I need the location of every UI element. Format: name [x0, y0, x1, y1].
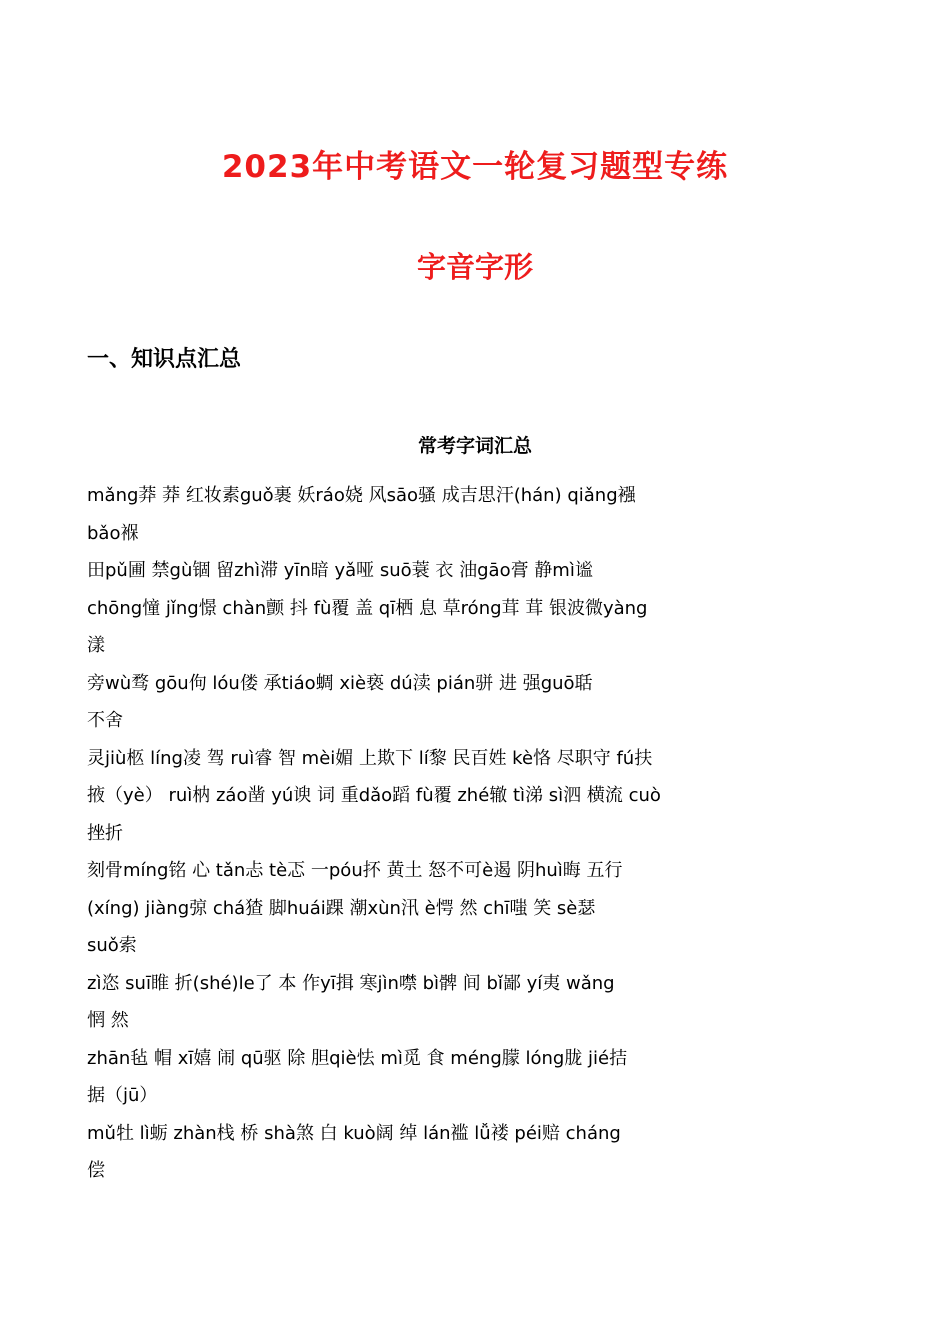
vocab-line: 偿 [87, 1160, 105, 1181]
vocab-line: 灵jiù柩 líng凌 驾 ruì睿 智 mèi媚 上欺下 lí黎 民百姓 kè恪 尽职守 fú扶 [87, 747, 653, 769]
vocab-line: 刻骨míng铭 心 tǎn忐 tè忑 一póu抔 黄土 怒不可è遏 阴huì晦 五行 [87, 860, 623, 881]
vocab-list [87, 477, 867, 1190]
vocab-line: 田pǔ圃 禁gù锢 留zhì滞 yīn暗 yǎ哑 suō蓑 衣 油gāo膏 静mì谧 [87, 560, 593, 581]
vocab-line: suǒ索 [87, 935, 137, 956]
vocab-line: (xíng) jiàng弶 chá猹 脚huái踝 潮xùn汛 è愕 然 chī嗤 笑 sè瑟 [87, 897, 596, 919]
document-title: 2023年中考语文一轮复习题型专练 [221, 149, 729, 185]
vocab-line: mǔ牡 lì蛎 zhàn栈 桥 shà煞 白 kuò阔 绰 lán褴 lǚ褛 péi赔 cháng [87, 1122, 621, 1144]
document-subtitle: 字音字形 [416, 250, 533, 284]
vocab-line: chōng憧 jǐng憬 chàn颤 抖 fù覆 盖 qī栖 息 草róng茸 茸 银波微yàng [87, 597, 648, 619]
vocab-line: 旁wù骛 gōu佝 lóu偻 承tiáo蜩 xiè亵 dú渎 pián骈 进 强guō聒 [87, 672, 593, 694]
vocab-line: 惘 然 [87, 1010, 129, 1031]
vocab-line: zhān毡 帽 xī嬉 闹 qū驱 除 胆qiè怯 mì觅 食 méng朦 lóng胧 jié拮 [87, 1047, 628, 1069]
vocab-line: 漾 [87, 635, 105, 656]
section-heading: 一、知识点汇总 [87, 347, 242, 372]
vocab-line: 挫折 [87, 822, 123, 844]
vocab-line: 掖（yè） ruì枘 záo凿 yú谀 词 重dǎo蹈 fù覆 zhé辙 tì涕 sì泗 横流 cuò [87, 785, 661, 806]
vocab-line: zì恣 suī睢 折(shé)le了 本 作yī揖 寒jìn噤 bì髀 间 bǐ鄙 yí夷 wǎng [87, 972, 615, 994]
subsection-heading: 常考字词汇总 [417, 435, 532, 457]
vocab-line: 据（jū） [87, 1085, 158, 1106]
vocab-line: mǎng莽 莽 红妆素guǒ裹 妖ráo娆 风sāo骚 成吉思汗(hán) qiǎng襁 [87, 485, 636, 506]
vocab-line: bǎo褓 [87, 522, 139, 544]
vocab-line: 不舍 [87, 710, 123, 731]
